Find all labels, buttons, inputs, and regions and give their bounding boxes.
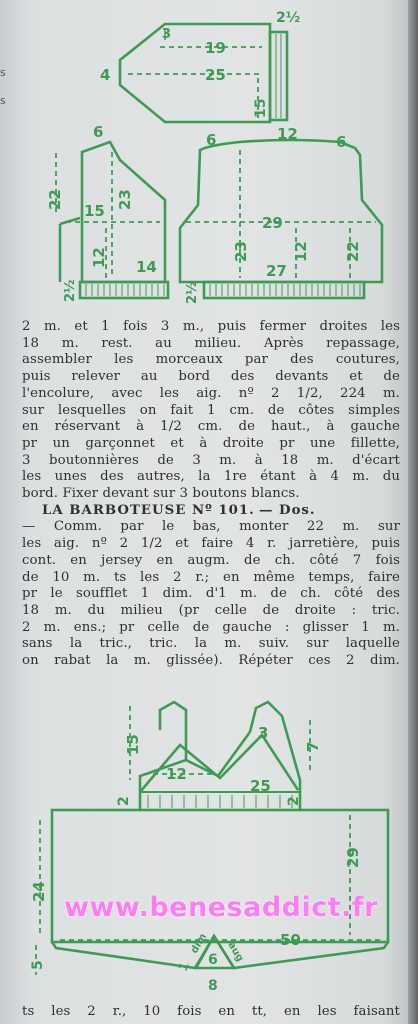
waist-right-label: 2 [286,796,302,806]
body-width-label: 50 [280,931,301,949]
gusset-width-label: 6 [208,952,218,968]
body-side-label: 24 [30,881,48,902]
front-rib-label: 2½ [63,279,78,302]
watermark: www.benesaddict.fr [64,892,378,923]
text-line: bord. Fixer devant sur 3 boutons blancs. [22,486,300,502]
gusset-aug-label: aug [225,940,246,964]
back-side-label: 12 [292,241,310,262]
instructions-text-1 [22,319,400,670]
text-line: puis relever au bord des devants et de [22,369,400,385]
text-line: les unes des autres, la 1re étant à 4 m. du [22,469,400,485]
section-heading: LA BARBOTEUSE Nº 101. [42,502,255,518]
text-line: 2 m. ens.; pr celle de gauche : glisser 1 m. [22,619,400,635]
margin-mark: s [0,66,6,79]
text-line: 3 boutonnières de 3 m. à 18 m. d'écart [22,452,400,468]
text-line: de 10 m. ts les 2 r.; en même temps, faire [22,569,400,585]
gusset-bottom-label: 8 [208,978,218,994]
text-line: sans la tric., tric. la m. suiv. sur laquelle [22,636,400,652]
back-shoulder-right: 6 [336,133,347,151]
text-line: — Comm. par le bas, monter 22 m. sur [22,519,400,535]
leg-label: 5 [30,960,46,970]
instructions-text-3 [22,1004,400,1021]
back-width-label: 29 [262,214,283,232]
text-line: ts les 2 r., 10 fois en tt, en les faisant [22,1004,400,1019]
text-line: l'encolure, avec les aig. nº 2 1/2, 224 m. [22,385,400,401]
pattern-diagrams-top [0,0,418,320]
back-neck-label: 12 [277,125,298,143]
front-side-label: 12 [90,247,108,268]
sleeve-outline [120,24,270,122]
text-line: on rabat la m. glissée). Répéter ces 2 dim. [22,653,400,669]
text-line: les aig. nº 2 1/2 et faire 4 r. jarretière, puis [22,536,400,552]
bib-side-label: 7 [304,741,322,752]
section-heading-line [22,503,400,520]
sleeve-width-top: 19 [205,39,226,57]
front-height-label: 22 [46,189,64,210]
bib-top-label: 25 [250,777,271,795]
sleeve-cap-label: 4 [100,66,111,84]
sleeve-width-mid: 25 [205,66,226,84]
text-line: cont. en jersey en augm. de ch. côté 7 fois [22,552,400,568]
back-height-label: 22 [344,241,362,262]
waist-left-label: 2 [116,796,132,806]
back-rib-lines [210,284,360,296]
margin-mark: s [0,94,6,107]
text-line: sur lesquelles on fait 1 cm. de côtes simples [22,402,400,418]
strap-height-label: 15 [124,734,142,755]
front-bottom-label: 14 [136,258,157,276]
strap-width-label: 3 [258,724,269,742]
sleeve-cuff [270,32,287,120]
front-rib-lines [86,284,164,296]
front-ribbing [80,282,168,298]
body-height-label: 29 [344,847,362,868]
back-length-label: 23 [232,241,250,262]
sleeve-cuff-label: 2½ [276,10,301,26]
text-line: en réservant à 1/2 cm. de haut., à gauche [22,419,400,435]
text-line: 18 m. du milieu (pr celle de droite : tric. [22,602,400,618]
back-shoulder-left: 6 [206,131,217,149]
gusset-dim-label: dim [189,931,210,956]
text-line: pr un garçonnet et à droite pr une fillette, [22,435,400,451]
text-line: pr le soufflet 1 dim. d'1 m. de ch. côté des [22,586,400,602]
text-line: 18 m. rest. au milieu. Après repassage, [22,335,400,351]
bib-width-label: 12 [166,765,187,783]
text-line: 2 m. et 1 fois 3 m., puis fermer droites les [22,319,400,334]
back-bottom-label: 27 [266,262,287,280]
text-line: assembler les morceaux par des coutures, [22,352,400,368]
sleeve-top-label: 3 [162,27,172,42]
section-heading-tail: — Dos. [259,502,316,518]
front-length-label: 23 [116,189,134,210]
back-rib-label: 2½ [185,281,200,304]
gusset-left-label: 1 [175,960,192,974]
front-width-label: 15 [84,202,105,220]
front-shoulder-label: 6 [93,123,104,141]
sleeve-length-label: 15 [253,98,269,118]
